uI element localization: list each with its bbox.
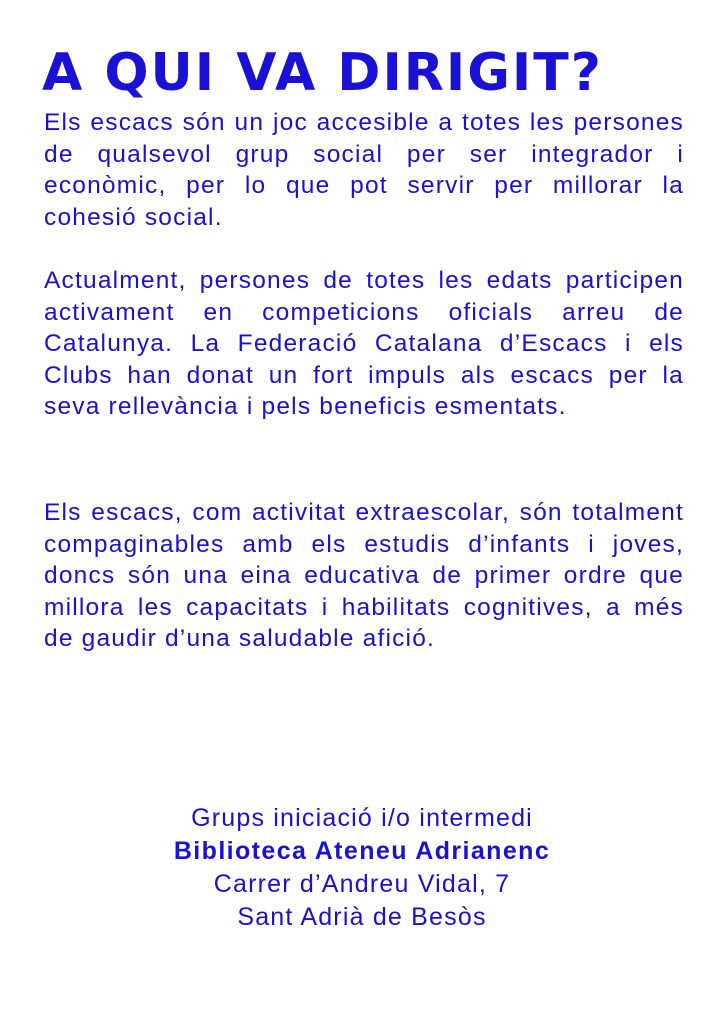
- location-footer: [0, 802, 724, 934]
- paragraph-text: Els escacs són un joc accesible a totes les persones de qualsevol grup social per ser integrador i econòmic, per lo que pot servir per millorar la cohesió social.: [44, 109, 684, 231]
- paragraph-extracurricular: [44, 497, 684, 655]
- paragraph-accessibility: [44, 107, 684, 233]
- paragraph-competitions: [44, 265, 684, 423]
- paragraph-text: Actualment, persones de totes les edats participen activament en competicions oficials arreu de Catalunya. La Federació Catalana d’Escacs i els Clubs han donat un fort impuls als escacs per la seva rellevància i pels beneficis esmentats.: [44, 267, 684, 420]
- groups-line: Grups iniciació i/o intermedi: [191, 804, 533, 832]
- city-name: Sant Adrià de Besòs: [237, 903, 487, 931]
- street-address: Carrer d’Andreu Vidal, 7: [213, 870, 511, 898]
- paragraph-text: Els escacs, com activitat extraescolar, són totalment compaginables amb els estudis d’infants i joves, doncs són una eina educativa de primer ordre que millora les capacitats i habilitats cognitives, a més de gaudir d’una saludable afició.: [44, 499, 684, 652]
- venue-name: Biblioteca Ateneu Adrianenc: [173, 837, 551, 865]
- page-title: A QUI VA DIRIGIT?: [42, 43, 603, 103]
